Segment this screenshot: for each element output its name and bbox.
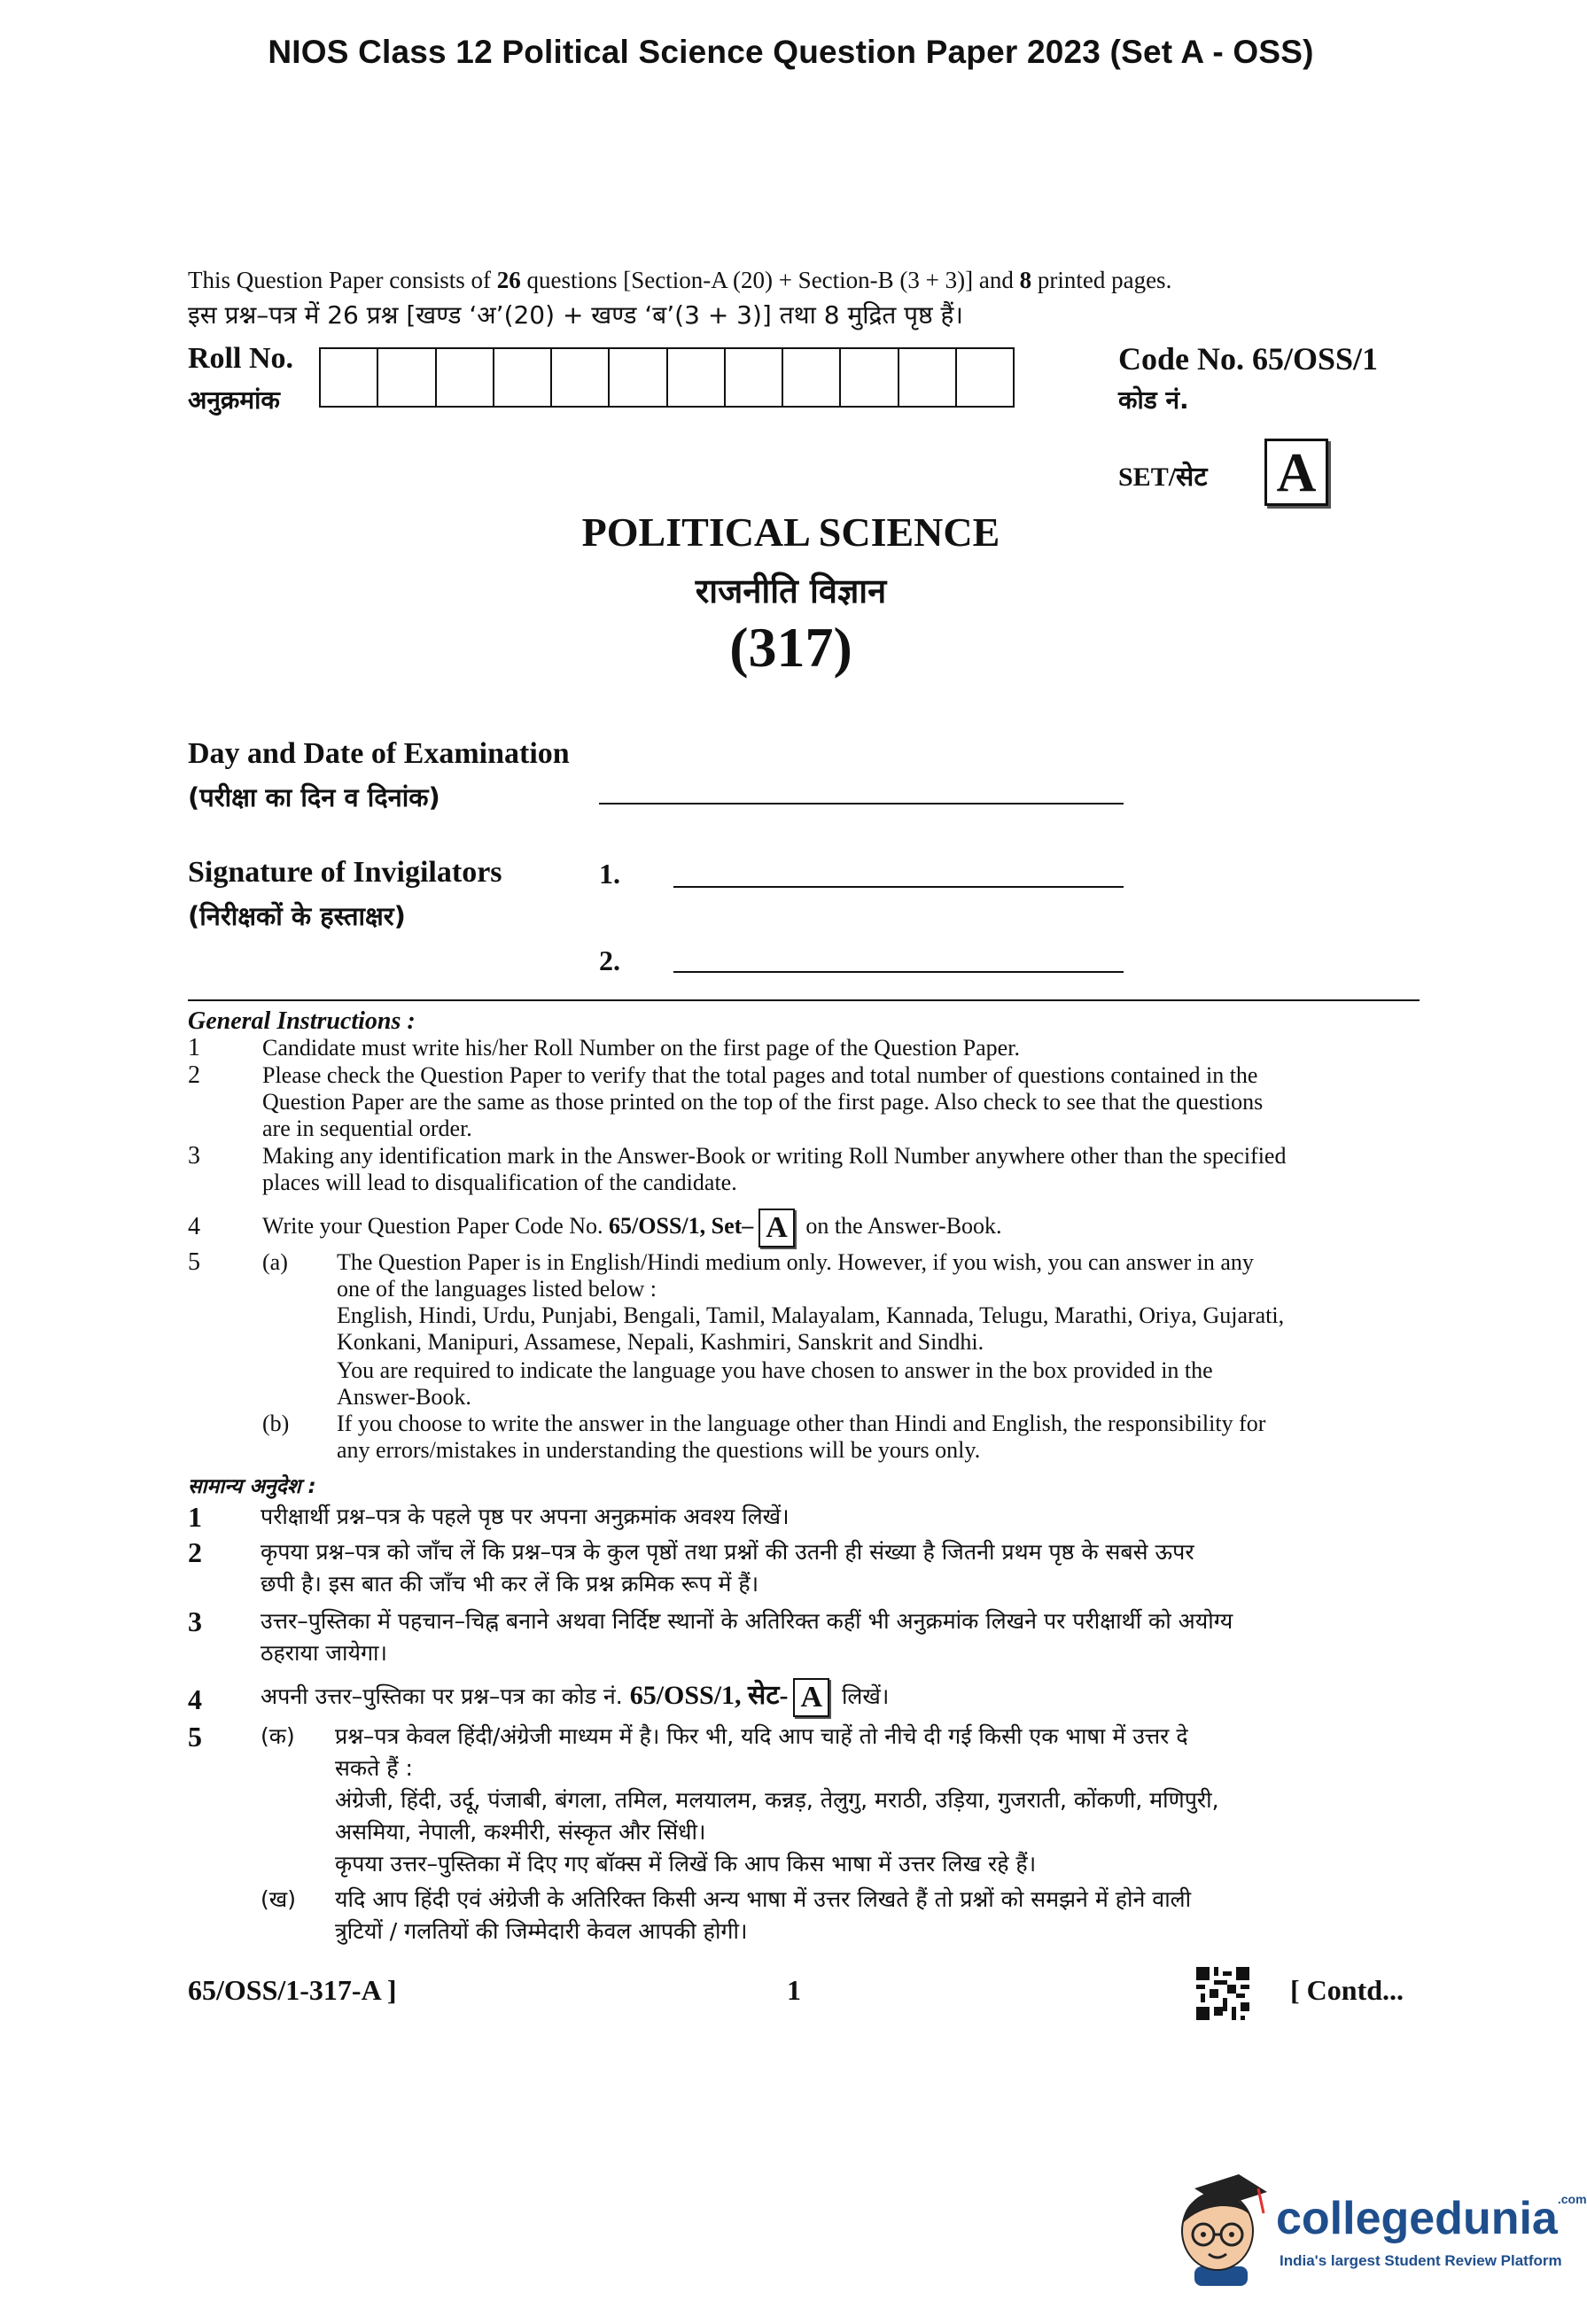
signature-label: Signature of Invigilators bbox=[188, 856, 502, 889]
instruction-number: 5 bbox=[188, 1248, 200, 1276]
set-box: A bbox=[1264, 439, 1328, 506]
qr-code-icon bbox=[1196, 1967, 1249, 2020]
page-title: NIOS Class 12 Political Science Question Paper 2023 (Set A - OSS) bbox=[268, 34, 1314, 70]
sub-item-label: (ख) bbox=[261, 1886, 296, 1912]
instruction-text: यदि आप हिंदी एवं अंग्रेजी के अतिरिक्त किसी अन्य भाषा में उत्तर लिखते हैं तो प्रश्नों को समझने में होने वाली bbox=[335, 1886, 1192, 1912]
instruction-text: on the Answer-Book. bbox=[799, 1212, 1002, 1239]
roll-digit-box[interactable] bbox=[610, 349, 667, 406]
instruction-text: सकते हैं : bbox=[335, 1755, 413, 1781]
instruction-number: 4 bbox=[188, 1213, 200, 1240]
instruction-text: Answer-Book. bbox=[337, 1384, 471, 1410]
roll-digit-box[interactable] bbox=[552, 349, 610, 406]
day-date-label: Day and Date of Examination bbox=[188, 737, 570, 770]
roll-digit-box[interactable] bbox=[494, 349, 552, 406]
sub-item-label: (क) bbox=[261, 1723, 295, 1749]
paper-code: 65/OSS/1, सेट- bbox=[629, 1681, 789, 1710]
instruction-text bbox=[261, 1678, 889, 1717]
instruction-text: त्रुटियों / गलतियों की जिम्मेदारी केवल आपकी होगी। bbox=[335, 1918, 748, 1944]
signature-1-label: 1. bbox=[599, 858, 620, 890]
roll-digit-box[interactable] bbox=[783, 349, 841, 406]
page-number: 1 bbox=[787, 1974, 801, 2006]
subject-code: (317) bbox=[729, 616, 852, 679]
instruction-text: Write your Question Paper Code No. bbox=[262, 1212, 610, 1239]
hindi-instructions-heading: सामान्य अनुदेश : bbox=[188, 1475, 316, 1498]
subject-name-hi: राजनीति विज्ञान bbox=[695, 571, 887, 610]
code-value: 65/OSS/1 bbox=[1252, 341, 1379, 377]
instruction-text: ठहराया जायेगा। bbox=[261, 1640, 387, 1666]
composition-text: printed pages. bbox=[1031, 267, 1172, 293]
page-count: 8 bbox=[1019, 267, 1032, 293]
signature-1-field[interactable] bbox=[673, 886, 1124, 888]
student-mascot-icon bbox=[1159, 2162, 1274, 2286]
general-instructions-heading: General Instructions : bbox=[188, 1007, 416, 1035]
subject-name-en: POLITICAL SCIENCE bbox=[581, 509, 1000, 555]
roll-number-boxes[interactable] bbox=[319, 347, 1015, 408]
paper-composition-hi: इस प्रश्न–पत्र में 26 प्रश्न [खण्ड ‘अ’(20) + खण्ड ‘ब’(3 + 3)] तथा 8 मुद्रित पृष्ठ हैं। bbox=[188, 300, 963, 330]
instruction-number: 1 bbox=[188, 1034, 200, 1061]
instruction-number: 2 bbox=[188, 1536, 202, 1568]
instruction-text: छपी है। इस बात की जाँच भी कर लें कि प्रश्न क्रमिक रूप में हैं। bbox=[261, 1571, 759, 1597]
instruction-number: 4 bbox=[188, 1683, 202, 1715]
instruction-text bbox=[262, 1209, 1002, 1247]
instruction-text: Candidate must write his/her Roll Number on the first page of the Question Paper. bbox=[262, 1035, 1020, 1061]
instruction-text: लिखें। bbox=[835, 1683, 890, 1709]
sub-item-label: (b) bbox=[262, 1411, 290, 1436]
instruction-text: असमिया, नेपाली, कश्मीरी, संस्कृत और सिंधी। bbox=[335, 1819, 706, 1845]
instruction-text: You are required to indicate the language you have chosen to answer in the box provided in the bbox=[337, 1357, 1213, 1383]
instruction-text: any errors/mistakes in understanding the questions will be yours only. bbox=[337, 1437, 981, 1463]
general-instructions-list bbox=[188, 1035, 1420, 1496]
sub-item-label: (a) bbox=[262, 1249, 288, 1275]
instruction-text: अपनी उत्तर–पुस्तिका पर प्रश्न–पत्र का कोड नं. bbox=[261, 1683, 630, 1709]
instruction-text: Please check the Question Paper to verify that the total pages and total number of questions contained in the bbox=[262, 1062, 1258, 1088]
day-date-field[interactable] bbox=[599, 803, 1124, 804]
instruction-number: 1 bbox=[188, 1501, 202, 1533]
instruction-text: कृपया प्रश्न–पत्र को जाँच लें कि प्रश्न–पत्र के कुल पृष्ठों तथा प्रश्नों की उतनी ही संख्या है जितनी प्रथम पृष्ठ के सबसे ऊपर bbox=[261, 1539, 1194, 1565]
set-label: SET/सेट bbox=[1118, 462, 1208, 492]
instruction-text: अंग्रेजी, हिंदी, उर्दू, पंजाबी, बंगला, तमिल, मलयालम, कन्नड़, तेलुगु, मराठी, उड़िया, गुजराती, कोंकणी, मणिपुरी, bbox=[335, 1787, 1219, 1813]
roll-label-en: Roll No. bbox=[188, 342, 293, 375]
instruction-text: परीक्षार्थी प्रश्न–पत्र के पहले पृष्ठ पर अपना अनुक्रमांक अवश्य लिखें। bbox=[261, 1504, 790, 1529]
hindi-instructions-list bbox=[188, 1501, 1420, 1962]
day-date-label-hi: (परीक्षा का दिन व दिनांक) bbox=[188, 782, 440, 812]
instruction-number: 3 bbox=[188, 1142, 200, 1170]
instruction-text: places will lead to disqualification of the candidate. bbox=[262, 1170, 737, 1195]
roll-digit-box[interactable] bbox=[378, 349, 436, 406]
instruction-number: 2 bbox=[188, 1061, 200, 1089]
instruction-text: If you choose to write the answer in the language other than Hindi and English, the responsibility for bbox=[337, 1411, 1266, 1436]
instruction-text: The Question Paper is in English/Hindi medium only. However, if you wish, you can answer in any bbox=[337, 1249, 1254, 1275]
roll-digit-box[interactable] bbox=[899, 349, 957, 406]
instruction-text: कृपया उत्तर–पुस्तिका में दिए गए बॉक्स में लिखें कि आप किस भाषा में उत्तर लिख रहे हैं। bbox=[335, 1851, 1037, 1877]
set-box: A bbox=[758, 1209, 795, 1247]
instruction-text: प्रश्न–पत्र केवल हिंदी/अंग्रेजी माध्यम में है। फिर भी, यदि आप चाहें तो नीचे दी गई किसी एक भाषा में उत्तर दे bbox=[335, 1723, 1188, 1749]
instruction-text: Making any identification mark in the Answer-Book or writing Roll Number anywhere other than the specified bbox=[262, 1143, 1287, 1169]
brand-logo[interactable] bbox=[1276, 2192, 1587, 2245]
roll-digit-box[interactable] bbox=[957, 349, 1013, 406]
instruction-text: are in sequential order. bbox=[262, 1115, 472, 1141]
brand-name: collegedunia bbox=[1276, 2193, 1558, 2244]
paper-composition-en bbox=[188, 266, 1171, 294]
roll-digit-box[interactable] bbox=[668, 349, 726, 406]
roll-label-hi: अनुक्रमांक bbox=[188, 385, 280, 415]
code-label-hi: कोड नं. bbox=[1118, 385, 1189, 415]
roll-digit-box[interactable] bbox=[321, 349, 378, 406]
code-number bbox=[1118, 340, 1378, 377]
roll-digit-box[interactable] bbox=[726, 349, 783, 406]
code-label: Code No. bbox=[1118, 341, 1244, 377]
instruction-text: उत्तर–पुस्तिका में पहचान–चिह्न बनाने अथवा निर्दिष्ट स्थानों के अतिरिक्त कहीं भी अनुक्रमांक लिखने पर परीक्षार्थी को अयोग्य bbox=[261, 1608, 1233, 1634]
instruction-text: Question Paper are the same as those printed on the top of the first page. Also check to see that the questions bbox=[262, 1089, 1264, 1115]
brand-tagline: India's largest Student Review Platform bbox=[1280, 2252, 1562, 2269]
footer-paper-code: 65/OSS/1-317-A ] bbox=[188, 1974, 397, 2006]
signature-2-label: 2. bbox=[599, 944, 620, 976]
instruction-text: one of the languages listed below : bbox=[337, 1276, 657, 1302]
roll-digit-box[interactable] bbox=[841, 349, 899, 406]
instruction-number: 3 bbox=[188, 1605, 202, 1637]
instruction-text: English, Hindi, Urdu, Punjabi, Bengali, Tamil, Malayalam, Kannada, Telugu, Marathi, Oriya, Gujarati, bbox=[337, 1302, 1285, 1328]
instruction-text: Konkani, Manipuri, Assamese, Nepali, Kashmiri, Sanskrit and Sindhi. bbox=[337, 1329, 984, 1355]
roll-digit-box[interactable] bbox=[437, 349, 494, 406]
composition-text: This Question Paper consists of bbox=[188, 267, 497, 293]
continued-label: [ Contd... bbox=[1290, 1974, 1404, 2006]
question-count: 26 bbox=[496, 267, 521, 293]
divider bbox=[188, 999, 1420, 1001]
brand-suffix: .com bbox=[1557, 2192, 1587, 2206]
set-box: A bbox=[793, 1678, 829, 1717]
signature-2-field[interactable] bbox=[673, 971, 1124, 973]
instruction-number: 5 bbox=[188, 1721, 202, 1753]
composition-text: questions [Section-A (20) + Section-B (3 + 3)] and bbox=[520, 267, 1020, 293]
paper-code: 65/OSS/1, Set– bbox=[609, 1212, 754, 1239]
signature-label-hi: (निरीक्षकों के हस्ताक्षर) bbox=[188, 901, 406, 931]
